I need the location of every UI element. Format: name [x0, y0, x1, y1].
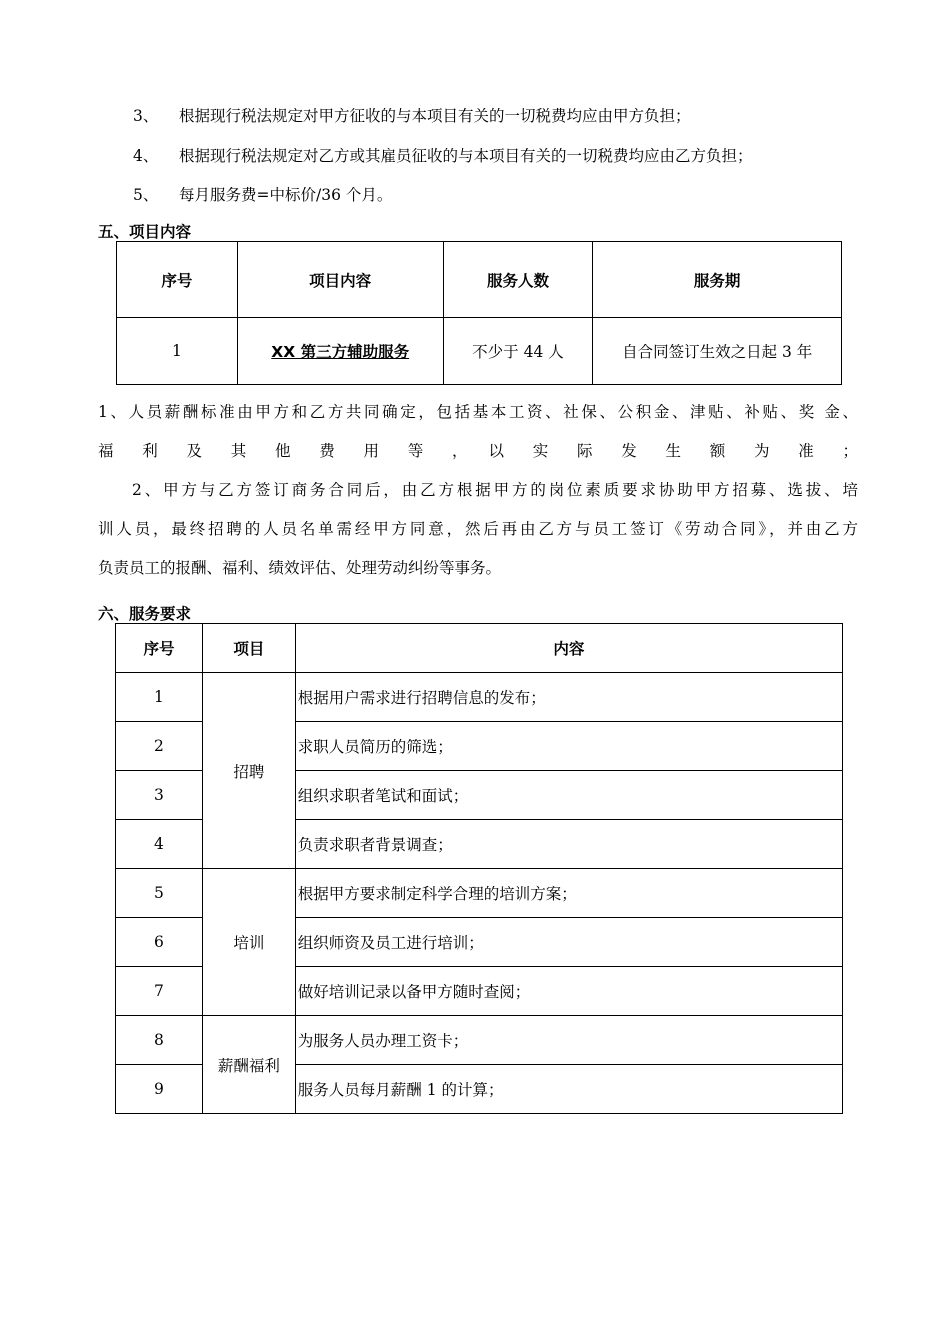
header-item: 项目 [202, 624, 295, 673]
header-seq: 序号 [117, 242, 238, 318]
header-project: 项目内容 [237, 242, 443, 318]
cell-content: 组织师资及员工进行培训； [295, 918, 842, 967]
table-row [117, 318, 842, 385]
list-text: 根据现行税法规定对乙方或其雇员征收的与本项目有关的一切税费均应由乙方负担； [179, 147, 753, 165]
table-row [116, 673, 843, 722]
table-row [116, 869, 843, 918]
paragraph-1-line-2: 福 利 及 其 他 费 用 等 ， 以 实 际 发 生 额 为 准 ； [98, 442, 858, 460]
cell-content: 做好培训记录以备甲方随时查阅； [295, 967, 842, 1016]
table-header-row [117, 242, 842, 318]
list-item-3 [133, 104, 691, 126]
cell-content: 根据用户需求进行招聘信息的发布； [295, 673, 842, 722]
cell-content: 组织求职者笔试和面试； [295, 771, 842, 820]
list-number: 5、 [133, 186, 159, 204]
header-seq: 序号 [116, 624, 203, 673]
project-content-table [116, 241, 842, 385]
list-text: 每月服务费=中标价/36 个月。 [179, 186, 393, 204]
paragraph-2-line-2: 训人员，最终招聘的人员名单需经甲方同意，然后再由乙方与员工签订《劳动合同》，并由乙方 [98, 520, 858, 538]
cell-seq: 5 [116, 869, 203, 918]
cell-seq: 9 [116, 1065, 203, 1114]
cell-seq: 1 [117, 318, 238, 385]
list-item-5 [133, 183, 392, 205]
cell-project: XX 第三方辅助服务 [237, 318, 443, 385]
paragraph-2-line-3: 负责员工的报酬、福利、绩效评估、处理劳动纠纷等事务。 [98, 559, 502, 577]
table-row [116, 1016, 843, 1065]
list-item-4 [133, 144, 753, 166]
header-content: 内容 [295, 624, 842, 673]
list-text: 根据现行税法规定对甲方征收的与本项目有关的一切税费均应由甲方负担； [179, 107, 691, 125]
list-number: 4、 [133, 147, 159, 165]
section-6-heading: 六、服务要求 [98, 605, 192, 623]
cell-seq: 1 [116, 673, 203, 722]
cell-seq: 6 [116, 918, 203, 967]
service-requirements-table [115, 623, 843, 1114]
cell-period: 自合同签订生效之日起 3 年 [593, 318, 842, 385]
paragraph-2 [98, 471, 858, 588]
cell-group-compensation: 薪酬福利 [202, 1016, 295, 1114]
header-period: 服务期 [593, 242, 842, 318]
cell-seq: 4 [116, 820, 203, 869]
cell-group-recruitment: 招聘 [202, 673, 295, 869]
section-5-heading: 五、项目内容 [98, 223, 192, 241]
list-number: 3、 [133, 107, 159, 125]
cell-seq: 3 [116, 771, 203, 820]
paragraph-1-line-1: 1、人员薪酬标准由甲方和乙方共同确定，包括基本工资、社保、公积金、津贴、补贴、奖 金、 [98, 403, 858, 421]
cell-content: 求职人员简历的筛选； [295, 722, 842, 771]
cell-staff: 不少于 44 人 [443, 318, 593, 385]
paragraph-2-line-1: 2、甲方与乙方签订商务合同后，由乙方根据甲方的岗位素质要求协助甲方招募、选拔、培 [132, 481, 858, 499]
header-staff: 服务人数 [443, 242, 593, 318]
cell-seq: 8 [116, 1016, 203, 1065]
cell-content: 为服务人员办理工资卡； [295, 1016, 842, 1065]
cell-content: 负责求职者背景调查； [295, 820, 842, 869]
table-header-row [116, 624, 843, 673]
cell-content: 根据甲方要求制定科学合理的培训方案； [295, 869, 842, 918]
cell-seq: 7 [116, 967, 203, 1016]
cell-content: 服务人员每月薪酬 1 的计算； [295, 1065, 842, 1114]
cell-group-training: 培训 [202, 869, 295, 1016]
paragraph-1 [98, 393, 858, 471]
cell-seq: 2 [116, 722, 203, 771]
